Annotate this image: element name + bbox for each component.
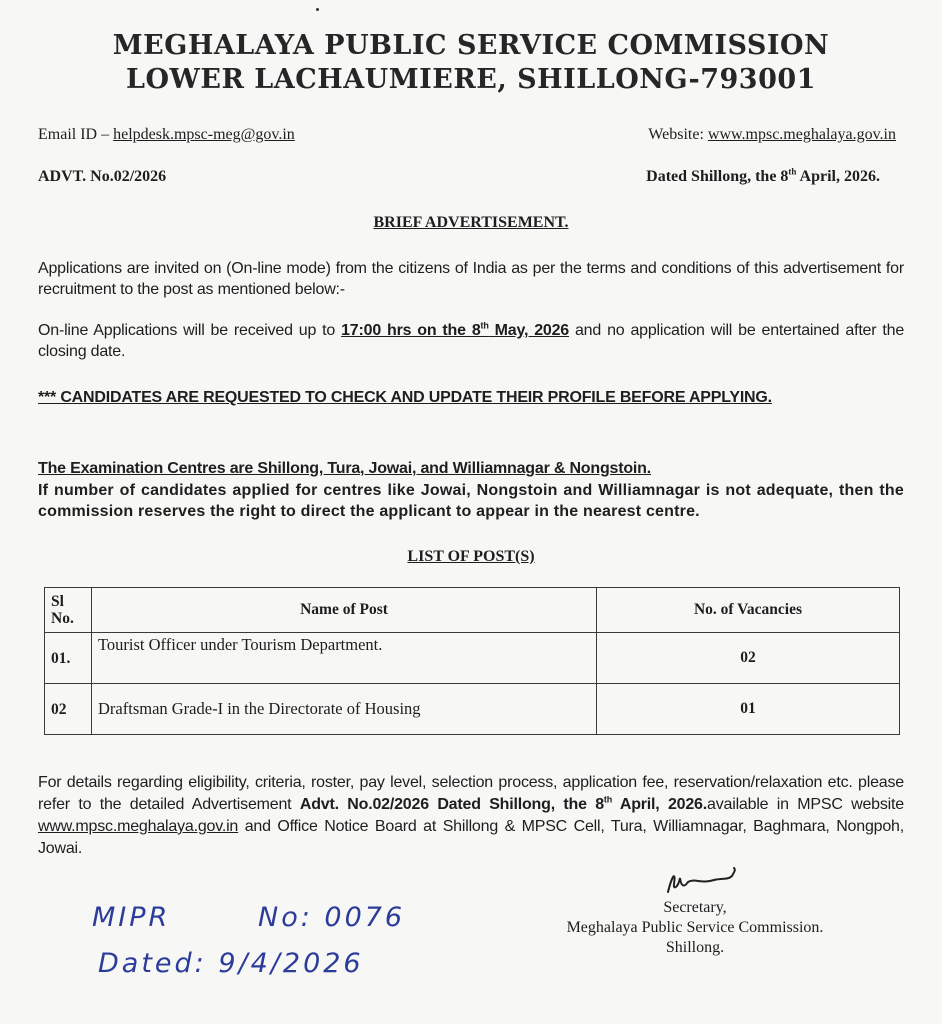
advt-date: [646, 168, 880, 186]
centres-note: If number of candidates applied for centres like Jowai, Nongstoin and Williamnagar is not adequate, then the commission reserves the right to direct the applicant to appear in the nearest centre.: [38, 482, 904, 520]
cell-vacancies: 02: [597, 633, 900, 684]
details-website-link[interactable]: www.mpsc.meghalaya.gov.in: [38, 818, 239, 835]
cell-sl: 02: [45, 684, 92, 735]
cell-post-name: Draftsman Grade-I in the Directorate of Housing: [92, 684, 597, 735]
email-label: Email ID –: [38, 126, 114, 143]
header-vacancies: No. of Vacancies: [597, 588, 900, 633]
table-row: [45, 633, 900, 684]
website-line: [648, 126, 896, 144]
handwritten-date: Dated: 9/4/2026: [98, 948, 364, 979]
intro-paragraph: Applications are invited on (On-line mode) from the citizens of India as per the terms and conditions of this advertisement for recruitment to the post as mentioned below:-: [38, 260, 904, 298]
centres-heading: The Examination Centres are Shillong, Tura, Jowai, and Williamnagar & Nongstoin.: [38, 460, 651, 477]
deadline-before: On-line Applications will be received up to: [38, 322, 342, 339]
handwritten-mipr: MIPR: [92, 902, 171, 933]
email-link[interactable]: helpdesk.mpsc-meg@gov.in: [113, 126, 295, 143]
posts-table: [44, 587, 900, 735]
handwritten-number: No: 0076: [258, 902, 406, 933]
deadline-highlight-prefix: 17:00 hrs on the 8: [341, 322, 481, 339]
signature-block: [530, 898, 860, 958]
cell-vacancies: 01: [597, 684, 900, 735]
details-part2: available in MPSC website: [707, 796, 904, 813]
document-title: BRIEF ADVERTISEMENT.: [373, 214, 569, 231]
deadline-highlight-sup: th: [480, 320, 489, 331]
details-advt-ref-prefix: Advt. No.02/2026 Dated Shillong, the 8: [299, 796, 604, 813]
signature-mark: [662, 866, 742, 896]
advt-date-sup: th: [788, 166, 797, 177]
header-name-of-post: Name of Post: [92, 588, 597, 633]
profile-notice: *** CANDIDATES ARE REQUESTED TO CHECK AND UPDATE THEIR PROFILE BEFORE APPLYING.: [38, 389, 772, 406]
cell-post-name: Tourist Officer under Tourism Department.: [92, 633, 597, 684]
advt-number: ADVT. No.02/2026: [38, 168, 167, 185]
advt-date-suffix: April, 2026.: [796, 168, 880, 185]
signatory-place: Shillong.: [665, 939, 725, 956]
website-label: Website:: [648, 126, 708, 143]
details-part1: For details regarding eligibility, criteria, roster, pay level, selection process, application fee, reservation/relaxation etc. please refer to the detailed Advertisement: [38, 774, 904, 813]
table-header-row: [45, 588, 900, 633]
posts-title: LIST OF POST(S): [407, 548, 535, 565]
deadline-highlight-suffix: May, 2026: [488, 322, 569, 339]
organization-name: MEGHALAYA PUBLIC SERVICE COMMISSION: [112, 30, 830, 61]
deadline-after: and no application will be entertained after the closing date.: [38, 322, 905, 360]
cell-sl: 01.: [45, 633, 92, 684]
signatory-title: Secretary,: [663, 899, 727, 916]
advt-date-prefix: Dated Shillong, the 8: [646, 168, 789, 185]
header-sl-no: Sl No.: [45, 588, 92, 633]
details-part3: and Office Notice Board at Shillong & MPSC Cell, Tura, Williamnagar, Baghmara, Nongpoh, Jowai.: [38, 818, 904, 857]
deadline-highlight: [341, 322, 569, 339]
table-row: [45, 684, 900, 735]
signatory-organization: Meghalaya Public Service Commission.: [566, 919, 824, 936]
deadline-paragraph: [38, 320, 904, 362]
website-link[interactable]: www.mpsc.meghalaya.gov.in: [707, 126, 896, 143]
details-advt-ref: [300, 796, 707, 813]
details-paragraph: [38, 772, 904, 860]
organization-address: LOWER LACHAUMIERE, SHILLONG-793001: [126, 64, 816, 95]
scan-speck: [316, 8, 319, 11]
details-advt-ref-sup: th: [603, 794, 613, 805]
email-line: [38, 126, 295, 144]
details-advt-ref-suffix: April, 2026.: [612, 796, 708, 813]
